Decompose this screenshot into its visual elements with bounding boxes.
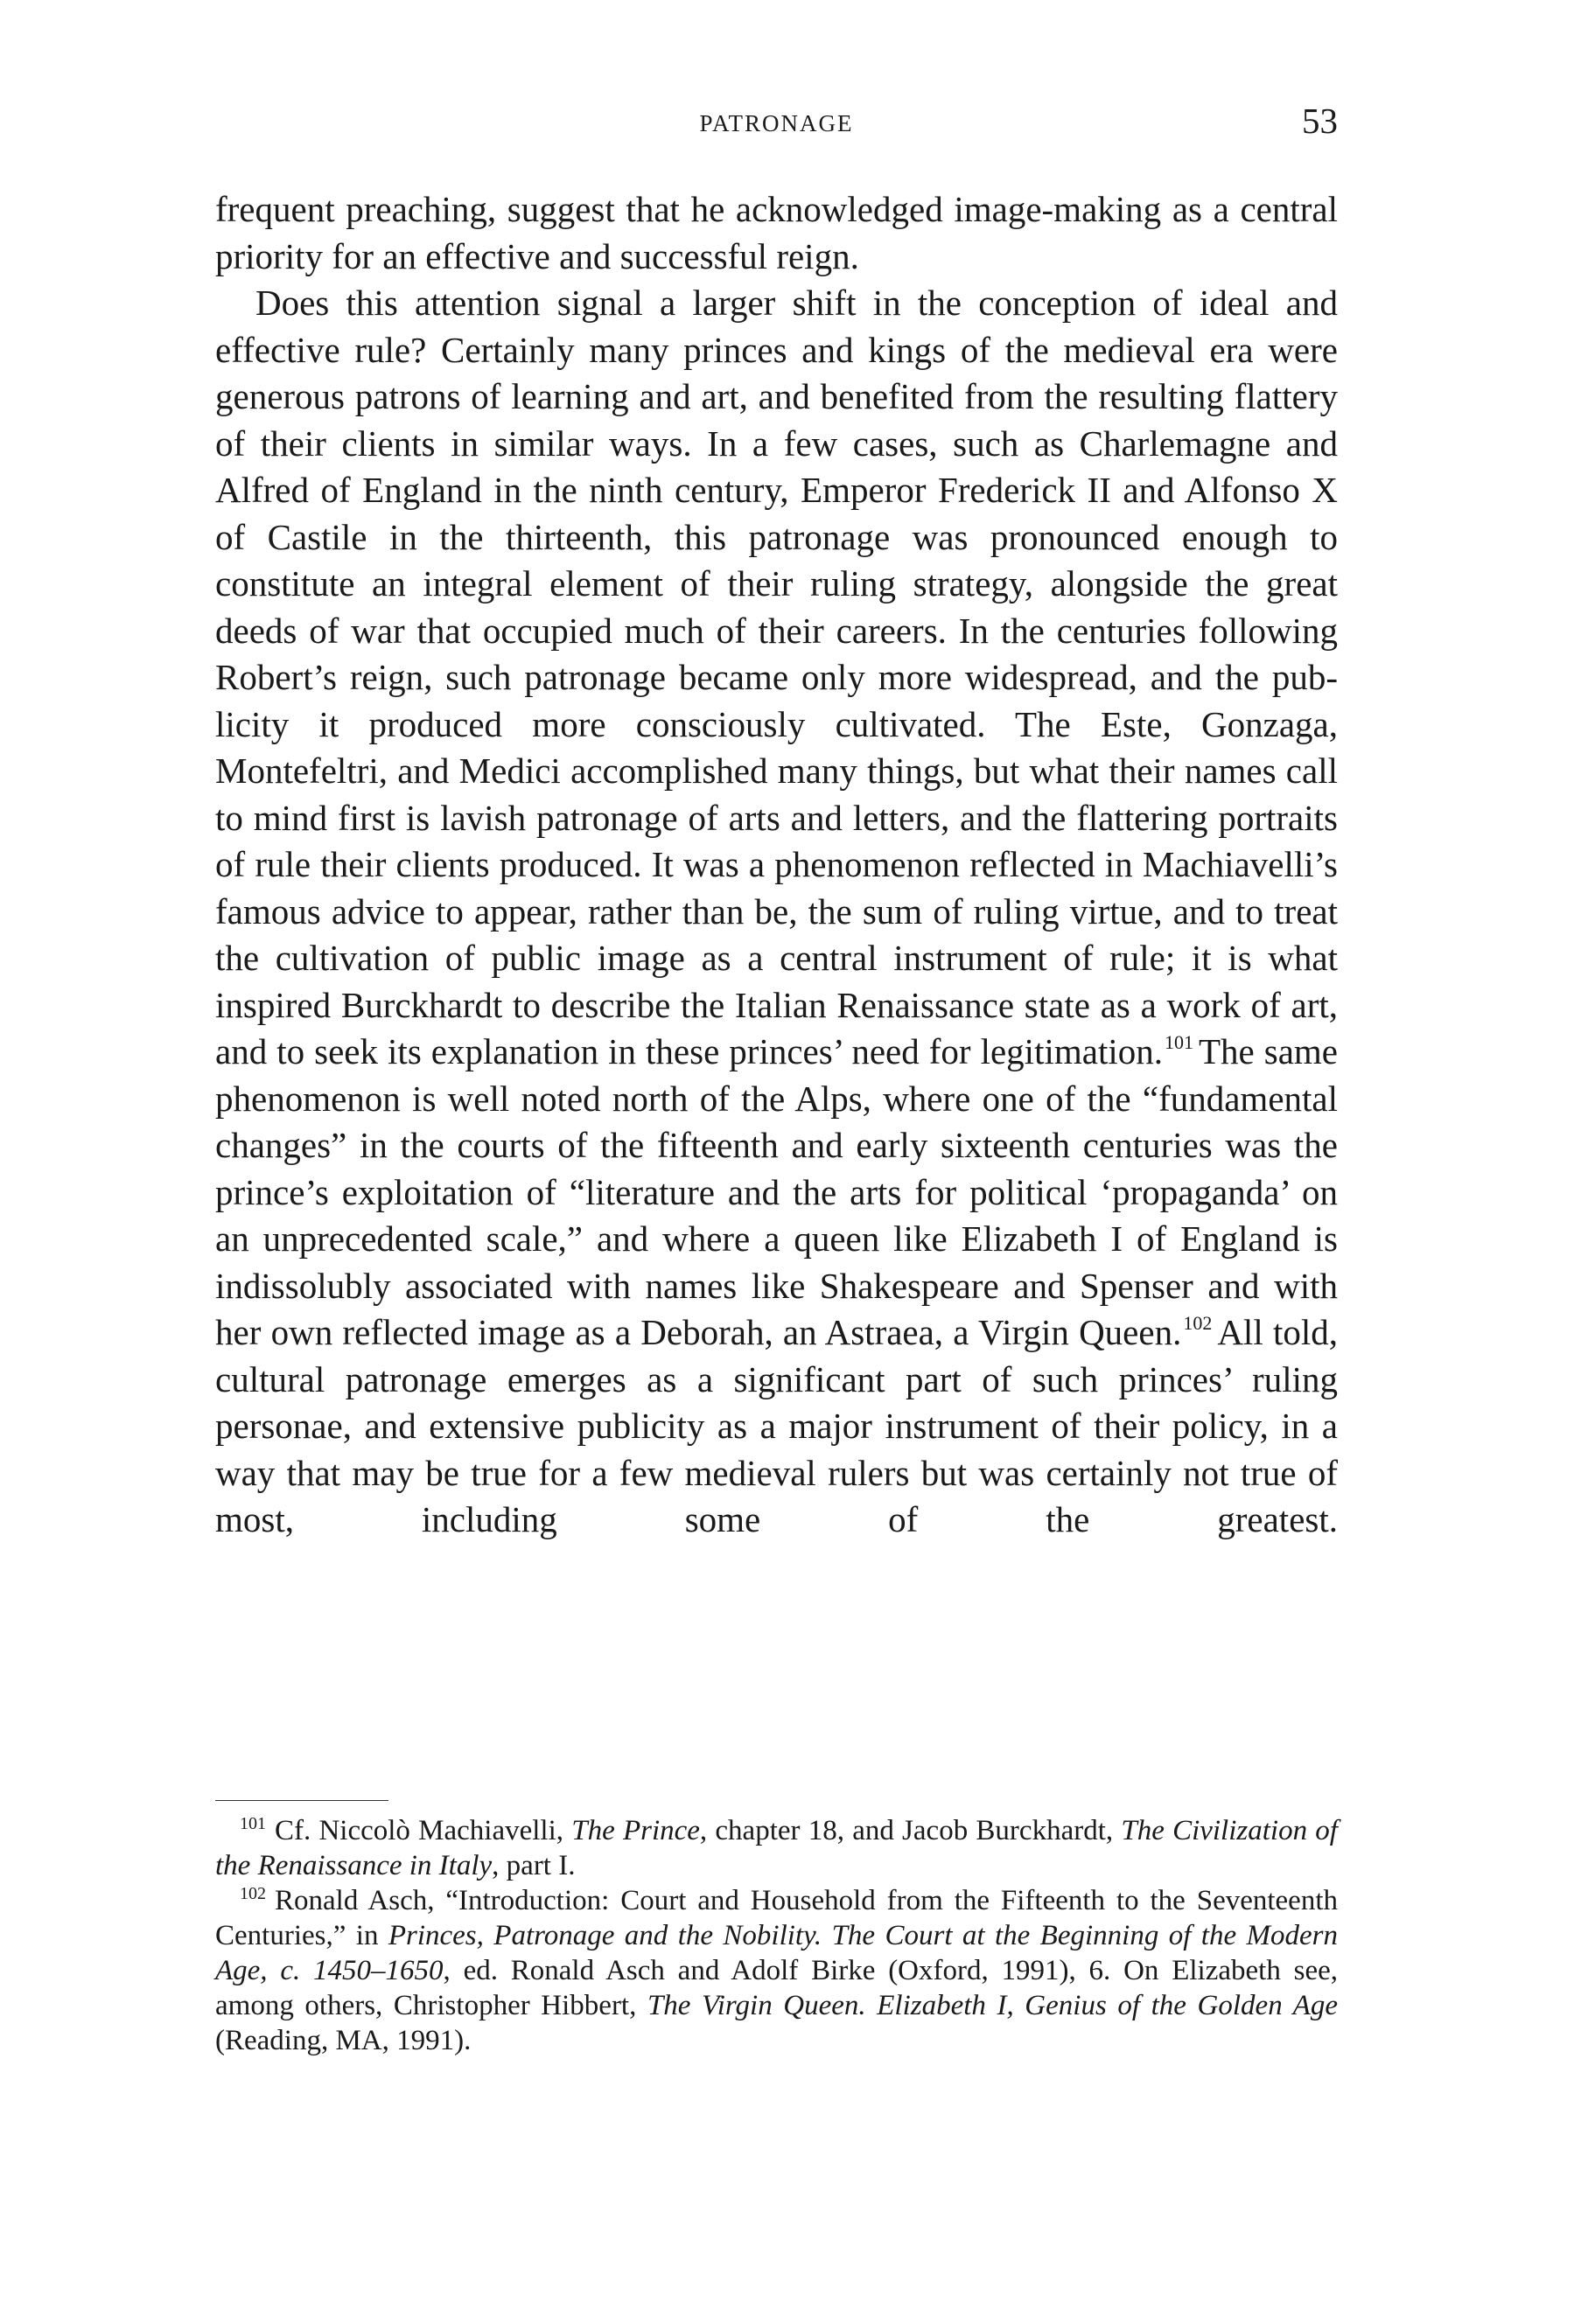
- footnotes: [215, 1813, 1338, 2058]
- paragraph-2-text-c: All told, cultural patronage emerges as a significant part of such princes’ ruling personae, and extensive publicity as a major instrument of their policy, in a way that may be true for a few medieval rulers but was certainly not true of most, including some of the greatest.: [215, 1312, 1338, 1539]
- footnote-title-italic: Princes, Patronage and the Nobility. The Court at the Beginning of the Modern Age, c. 1450–1650: [215, 1920, 1338, 1986]
- page-number: 53: [1302, 101, 1338, 141]
- footnote-ref-101[interactable]: 101: [1164, 1031, 1193, 1053]
- paragraph-main: [215, 280, 1338, 1544]
- footnote-segment: , part I.: [492, 1850, 576, 1881]
- footnote-segment: Cf. Niccolò Machiavelli,: [275, 1815, 572, 1846]
- body-text: [215, 186, 1338, 1544]
- footnote-separator: [215, 1800, 388, 1801]
- footnote-segment: (Reading, MA, 1991).: [215, 2025, 472, 2056]
- footnote-101: [215, 1813, 1338, 1883]
- footnote-ref-102[interactable]: 102: [1183, 1312, 1213, 1334]
- footnote-title-italic: The Virgin Queen. Elizabeth I, Genius of the Golden Age: [647, 1990, 1338, 2021]
- running-title: PATRONAGE: [699, 110, 854, 136]
- footnote-number: 101: [240, 1814, 266, 1833]
- footnote-segment: , ed. Ronald Asch and Adolf Birke (Oxford, 1991), 6. On Elizabeth see, among others, Christopher Hibbert,: [215, 1955, 1339, 2021]
- footnote-title-italic: The Prince: [571, 1815, 700, 1846]
- footnote-102: [215, 1883, 1338, 2058]
- footnote-number: 102: [240, 1884, 266, 1903]
- footnote-title-italic: The Civilization of the Renaissance in Italy: [215, 1815, 1338, 1881]
- paragraph-2-text-a: Does this attention signal a larger shift in the conception of ideal and effective rule? Certainly many princes and kings of the medieval era were generous patrons of learning and art, and benefited from the resulting flattery of their clients in similar ways. In a few cases, such as Charlemagne and Alfred of England in the ninth century, Emperor Frederick II and Alfonso X of Castile in the thirteenth, this patronage was pronounced enough to constitute an integral element of their ruling strategy, alongside the great deeds of war that occupied much of their careers. In the centuries following Robert’s reign, such patronage became only more widespread, and the publicity it produced more consciously cultivated. The Este, Gonzaga, Montefeltri, and Medici accomplished many things, but what their names call to mind first is lavish patronage of arts and letters, and the flattering portraits of rule their clients produced. It was a phenomenon reflected in Machiavelli’s famous advice to appear, rather than be, the sum of ruling virtue, and to treat the cultivation of public image as a central instrument of rule; it is what inspired Burckhardt to describe the Italian Renaissance state as a work of art, and to seek its explanation in these princes’ need for legitimation.: [215, 283, 1338, 1071]
- paragraph-continued: [215, 186, 1338, 280]
- paragraph-2-text-b: The same phenomenon is well noted north of the Alps, where one of the “fundamental changes” in the courts of the fifteenth and early sixteenth centuries was the prince’s exploitation of “literature and the arts for political ‘propaganda’ on an unprecedented scale,” and where a queen like Elizabeth I of England is indissolubly associated with names like Shakespeare and Spenser and with her own reflected image as a Deborah, an Astraea, a Virgin Queen.: [215, 1031, 1338, 1352]
- running-head: [215, 103, 1338, 147]
- footnote-segment: , chapter 18, and Jacob Burckhardt,: [699, 1815, 1122, 1846]
- paragraph-1-text: frequent preaching, suggest that he acknowledged image-making as a central priority for an effective and successful reign.: [215, 189, 1338, 276]
- footnote-segment: Ronald Asch, “Introduction: Court and Household from the Fifteenth to the Seventeenth Centuries,” in: [215, 1885, 1338, 1951]
